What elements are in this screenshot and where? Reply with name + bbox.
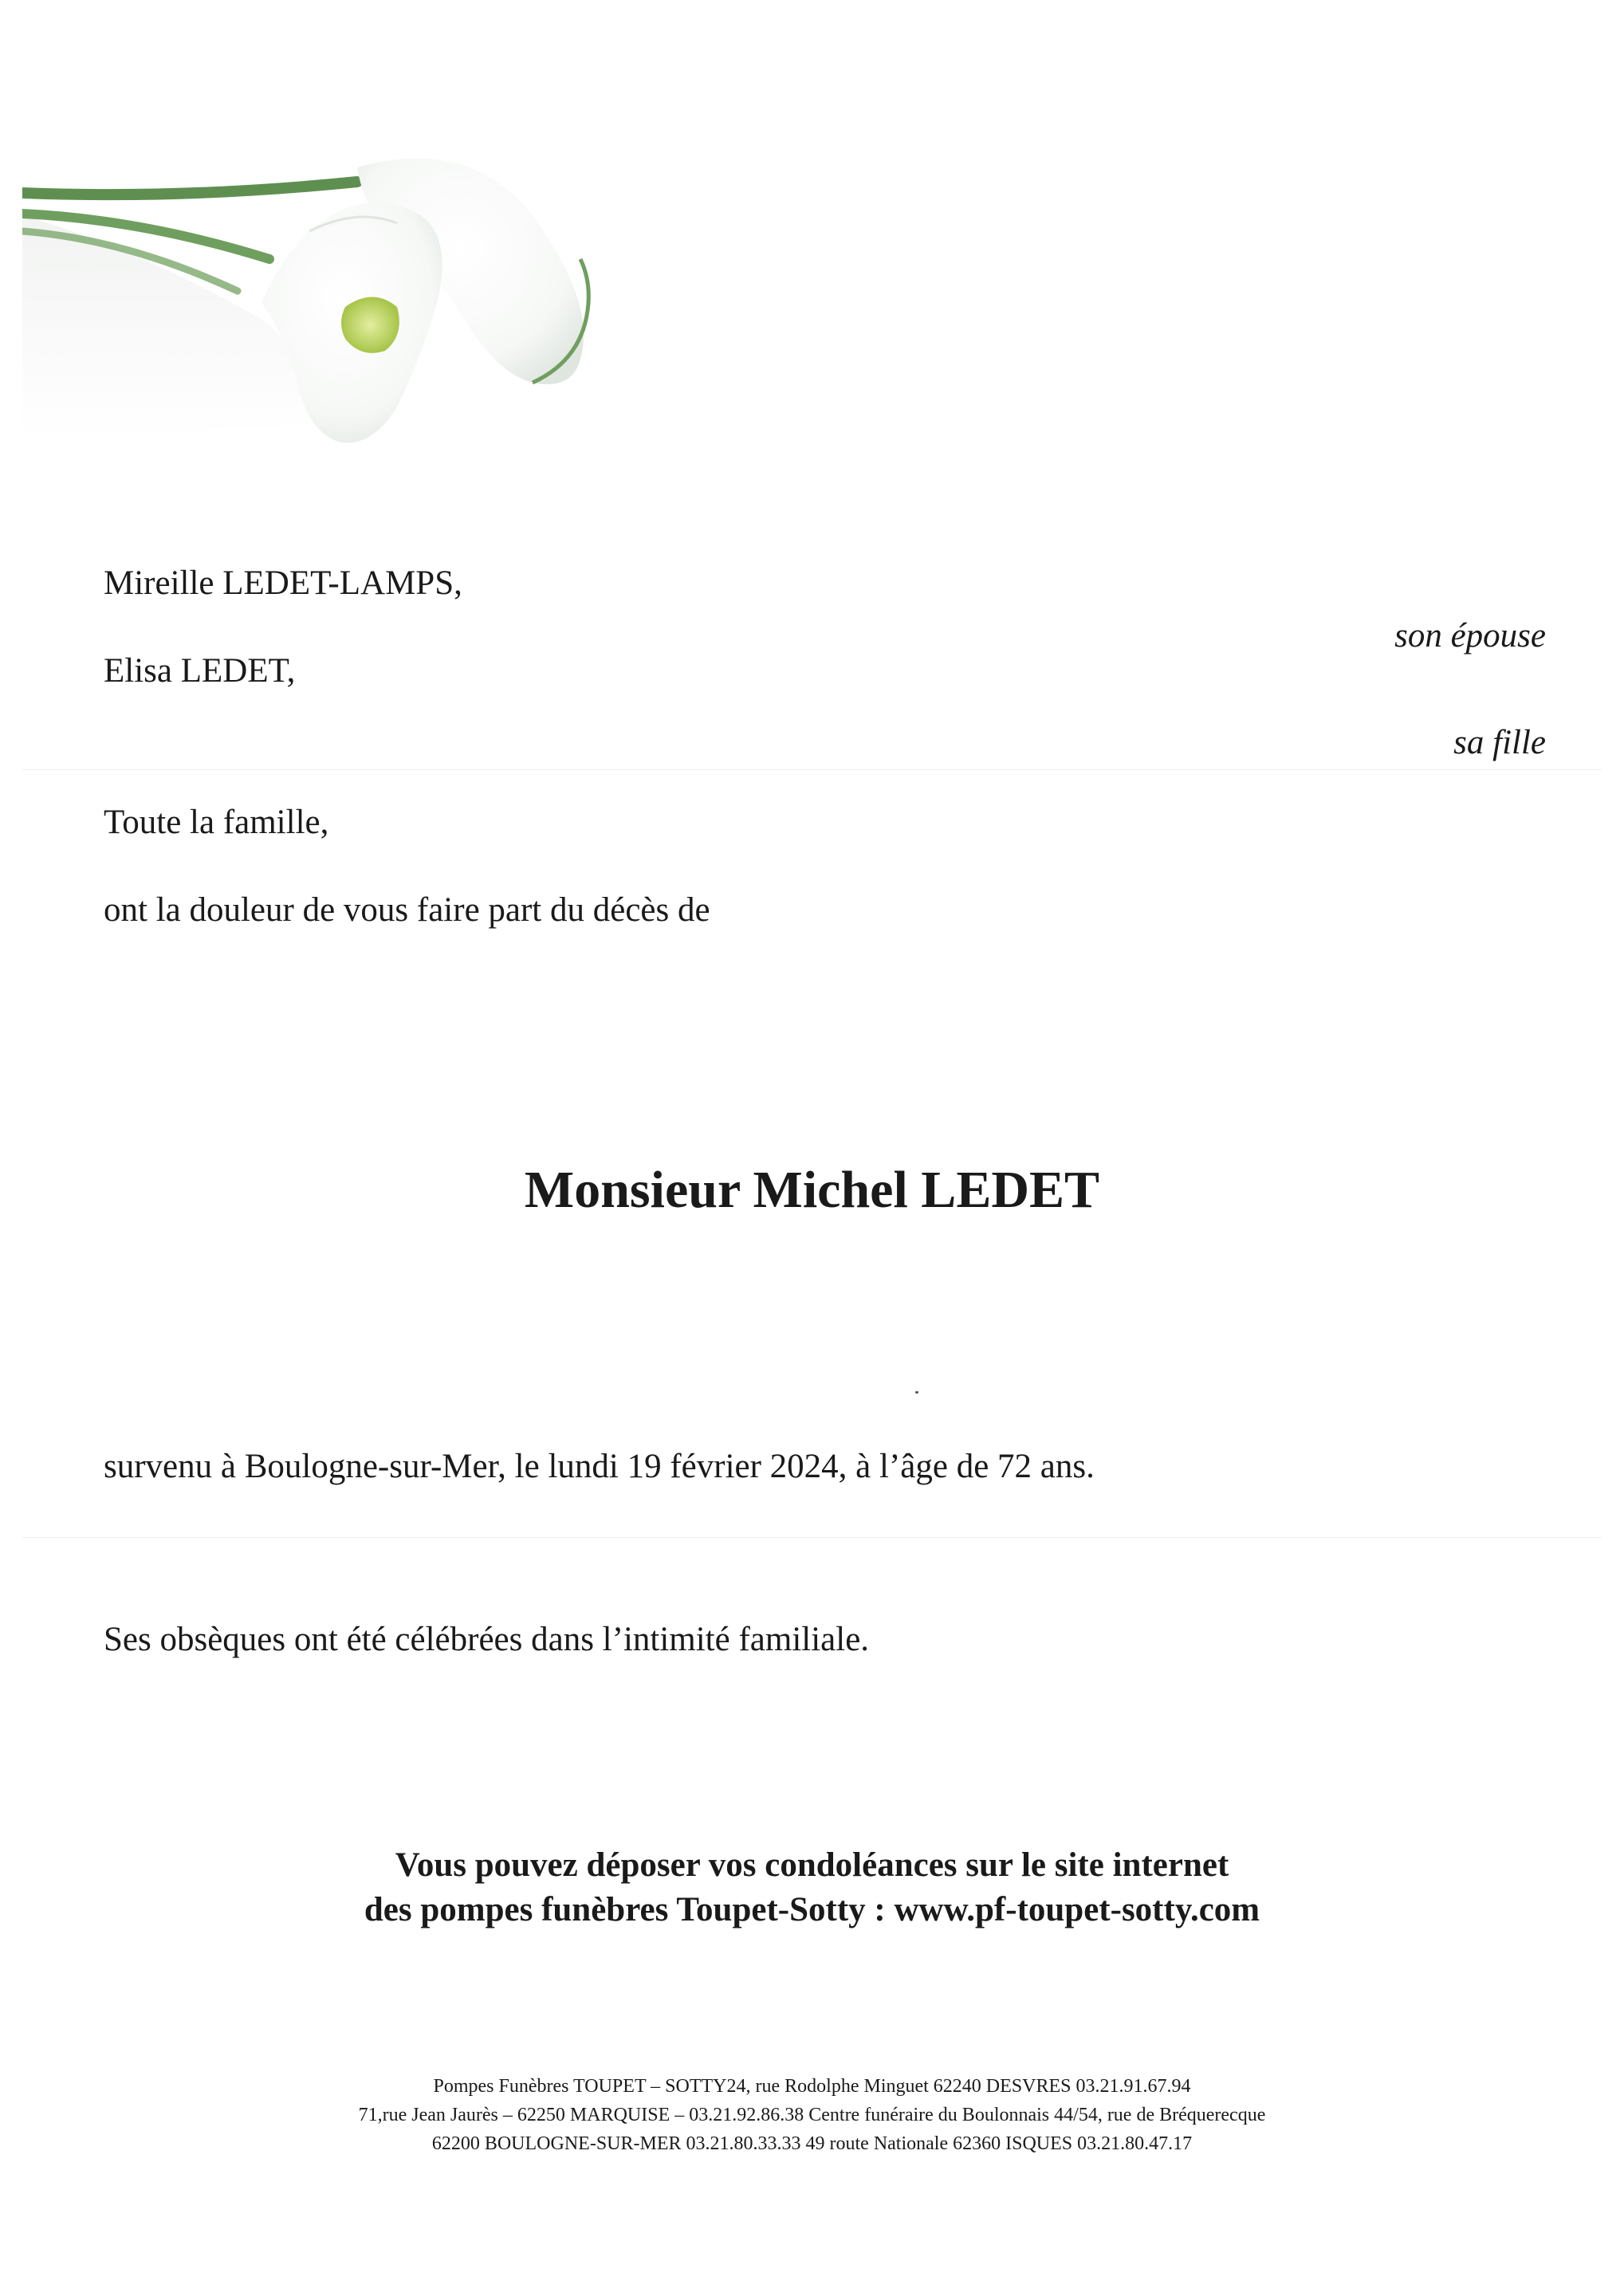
- deceased-name: Monsieur Michel LEDET: [524, 1161, 1100, 1219]
- divider: [22, 769, 1602, 770]
- condolence-line-1: Vous pouvez déposer vos condoléances sur le site internet: [395, 1846, 1229, 1884]
- funeral-details: Ses obsèques ont été célébrées dans l’intimité familiale.: [104, 1621, 870, 1658]
- scan-speck: [915, 1391, 918, 1394]
- daughter-name: Elisa LEDET,: [104, 652, 296, 690]
- calla-lily-image: [22, 120, 628, 450]
- footer-line-3: 62200 BOULOGNE-SUR-MER 03.21.80.33.33 49 route Nationale 62360 ISQUES 03.21.80.47.17: [431, 2133, 1193, 2154]
- footer-line-2: 71,rue Jean Jaurès – 62250 MARQUISE – 03.21.92.86.38 Centre funéraire du Boulonnais 44/54, rue de Bréquerecque: [358, 2105, 1266, 2125]
- divider: [22, 1537, 1602, 1538]
- spouse-relation: son épouse: [1394, 617, 1546, 655]
- daughter-relation: sa fille: [1453, 724, 1546, 761]
- announcement-line: ont la douleur de vous faire part du décès de: [104, 891, 710, 929]
- spouse-name: Mireille LEDET-LAMPS,: [104, 564, 462, 602]
- condolence-line-2: des pompes funèbres Toupet-Sotty : www.pf-toupet-sotty.com: [364, 1891, 1260, 1928]
- family-line: Toute la famille,: [104, 804, 329, 841]
- footer-line-1: Pompes Funèbres TOUPET – SOTTY24, rue Rodolphe Minguet 62240 DESVRES 03.21.91.67.94: [433, 2076, 1191, 2097]
- death-details: survenu à Boulogne-sur-Mer, le lundi 19 février 2024, à l’âge de 72 ans.: [104, 1448, 1095, 1485]
